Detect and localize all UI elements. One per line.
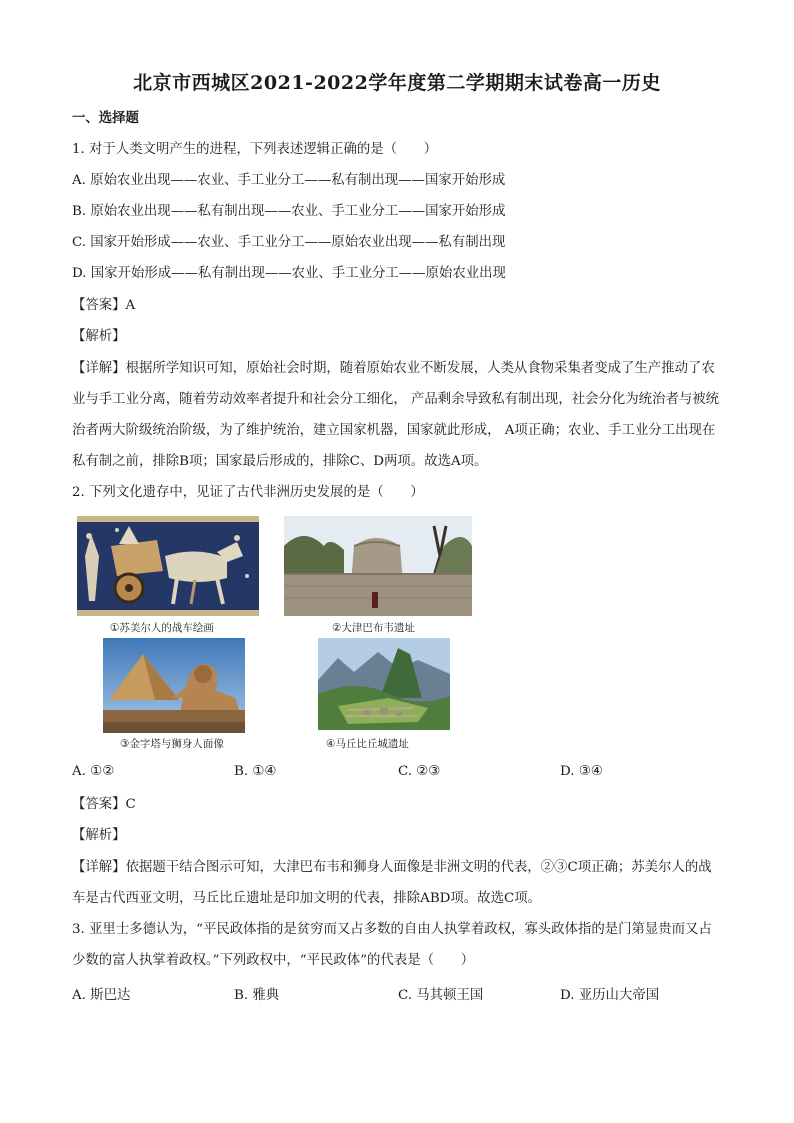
detail-label: 【详解】 (72, 361, 126, 376)
question-2-answer: 【答案】C (72, 797, 136, 812)
question-2-option-d: D. ③④ (560, 764, 603, 779)
question-2-option-c: C. ②③ (398, 764, 441, 779)
question-3-option-a: A. 斯巴达 (72, 988, 131, 1003)
great-zimbabwe-image (284, 516, 472, 616)
question-3-option-c: C. 马其顿王国 (398, 988, 484, 1003)
machu-picchu-image (318, 638, 450, 730)
question-1-option-d: D. 国家开始形成——私有制出现——农业、手工业分工——原始农业出现 (72, 266, 506, 281)
question-2-option-a: A. ①② (72, 764, 115, 779)
detail-label: 【详解】 (72, 860, 126, 875)
question-1-analysis-label: 【解析】 (72, 329, 126, 344)
question-2-analysis-label: 【解析】 (72, 828, 126, 843)
question-1-option-b: B. 原始农业出现——私有制出现——农业、手工业分工——国家开始形成 (72, 204, 506, 219)
question-2-option-b: B. ①④ (234, 764, 277, 779)
question-3-option-d: D. 亚历山大帝国 (560, 988, 660, 1003)
question-1-option-a: A. 原始农业出现——农业、手工业分工——私有制出现——国家开始形成 (72, 173, 506, 188)
question-1-detail (72, 353, 724, 477)
sumerian-chariot-image (77, 516, 259, 616)
figure-1-caption: ①苏美尔人的战车绘画 (110, 622, 214, 634)
detail-text: 根据所学知识可知，原始社会时期，随着原始农业不断发展，人类从食物采集者变成了生产推动了农业与手工业分离，随着劳动效率者提升和社会分工细化， 产品剩余导致私有制出现，社会分化为统治者与被统治者两大阶级统治阶级，为了维护统治，建立国家机器，国家就此形成， A项正确；农业、手工业分工出现在私有制之前，排除B项；国家最后形成的，排除C、D两项。故选A项。 (72, 361, 720, 469)
detail-text: 依据题干结合图示可知，大津巴布韦和狮身人面像是非洲文明的代表，②③C项正确；苏美尔人的战车是古代西亚文明，马丘比丘遗址是印加文明的代表，排除ABD项。故选C项。 (72, 860, 712, 906)
question-2-stem: 2. 下列文化遗存中，见证了古代非洲历史发展的是（ ） (72, 485, 424, 500)
question-2-detail (72, 852, 724, 914)
figure-4-caption: ④马丘比丘城遗址 (326, 738, 409, 750)
pyramid-sphinx-image (103, 638, 245, 733)
section-heading: 一、选择题 (72, 110, 139, 126)
figure-3-caption: ③金字塔与狮身人面像 (120, 738, 224, 750)
question-3-stem: 3. 亚里士多德认为，“平民政体指的是贫穷而又占多数的自由人执掌着政权，寡头政体指的是门第显贵而又占少数的富人执掌着政权。”下列政权中，“平民政体”的代表是（ ） (72, 922, 712, 968)
question-3-option-b: B. 雅典 (234, 988, 280, 1003)
question-3-options (72, 984, 732, 1004)
question-2-options (72, 764, 732, 784)
figure-2-caption: ②大津巴布韦遗址 (332, 622, 415, 634)
page-title: 北京市西城区2021-2022学年度第二学期期末试卷高一历史 (133, 72, 661, 94)
question-1-option-c: C. 国家开始形成——农业、手工业分工——原始农业出现——私有制出现 (72, 235, 506, 250)
question-1-stem: 1. 对于人类文明产生的进程，下列表述逻辑正确的是（ ） (72, 142, 438, 157)
question-1-answer: 【答案】A (72, 298, 136, 313)
